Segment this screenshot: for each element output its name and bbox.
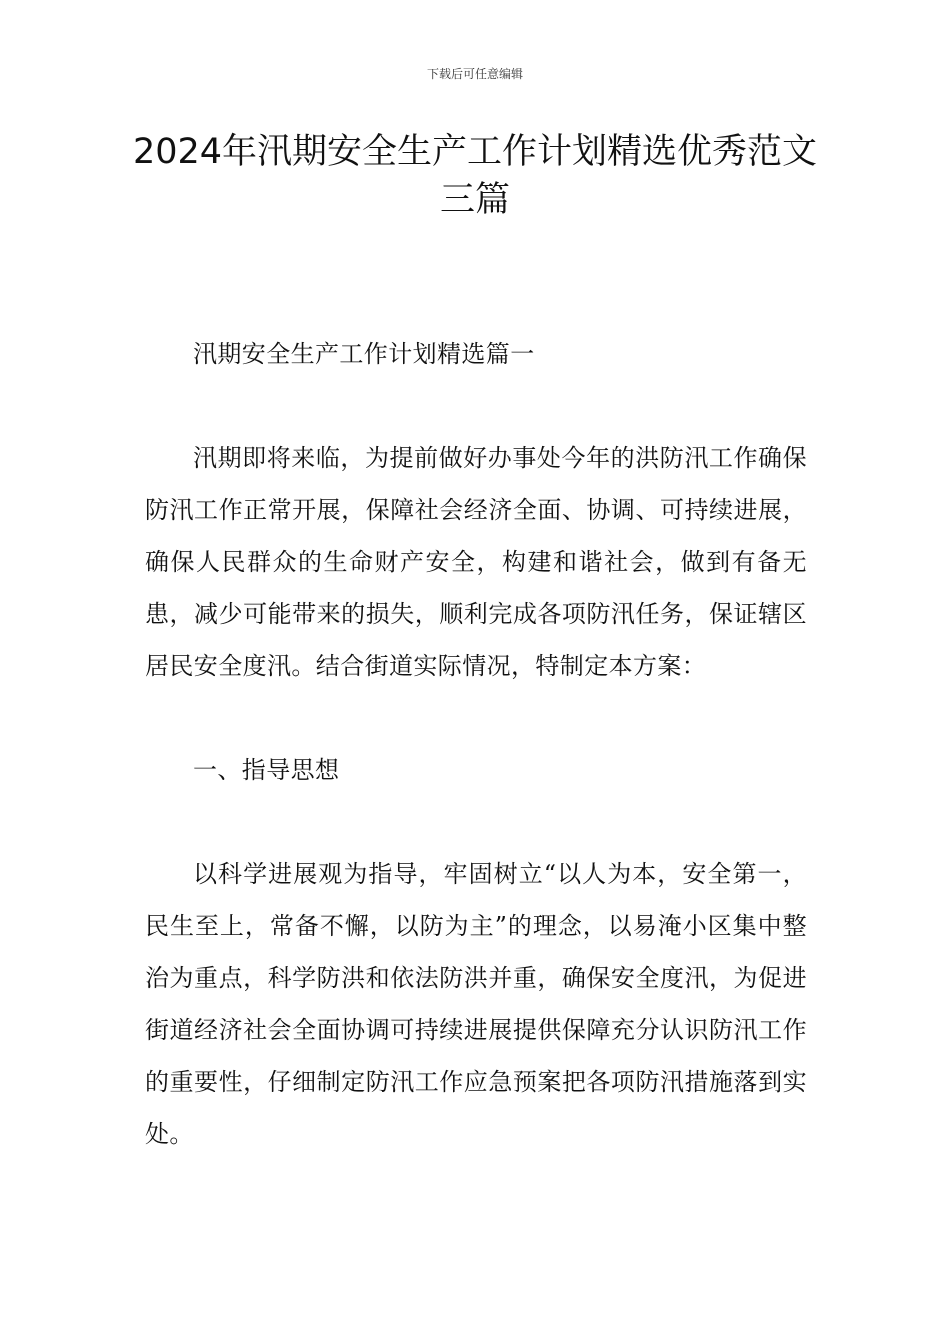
spacer [145, 380, 807, 432]
section-heading: 汛期安全生产工作计划精选篇一 [193, 340, 535, 368]
subheading-guiding-ideology: 一、指导思想 [193, 756, 340, 784]
guiding-paragraph: 以科学进展观为指导，牢固树立“以人为本，安全第一，民生至上，常备不懈，以防为主”的理念，以易淹小区集中整治为重点，科学防洪和依法防洪并重，确保安全度汛，为促进街道经济社会全面协调可持续进展提供保障充分认识防汛工作的重要性，仔细制定防汛工作应急预案把各项防汛措施落到实处。 [145, 860, 807, 1148]
document-title: 2024年汛期安全生产工作计划精选优秀范文三篇 [132, 132, 818, 220]
spacer [145, 796, 807, 848]
intro-paragraph: 汛期即将来临，为提前做好办事处今年的洪防汛工作确保防汛工作正常开展，保障社会经济全面、协调、可持续进展，确保人民群众的生命财产安全，构建和谐社会，做到有备无患，减少可能带来的损失，顺利完成各项防汛任务，保证辖区居民安全度汛。结合街道实际情况，特制定本方案： [145, 444, 807, 680]
header-note: 下载后可任意编辑 [426, 67, 523, 81]
spacer [145, 692, 807, 744]
document-body [145, 328, 807, 1160]
